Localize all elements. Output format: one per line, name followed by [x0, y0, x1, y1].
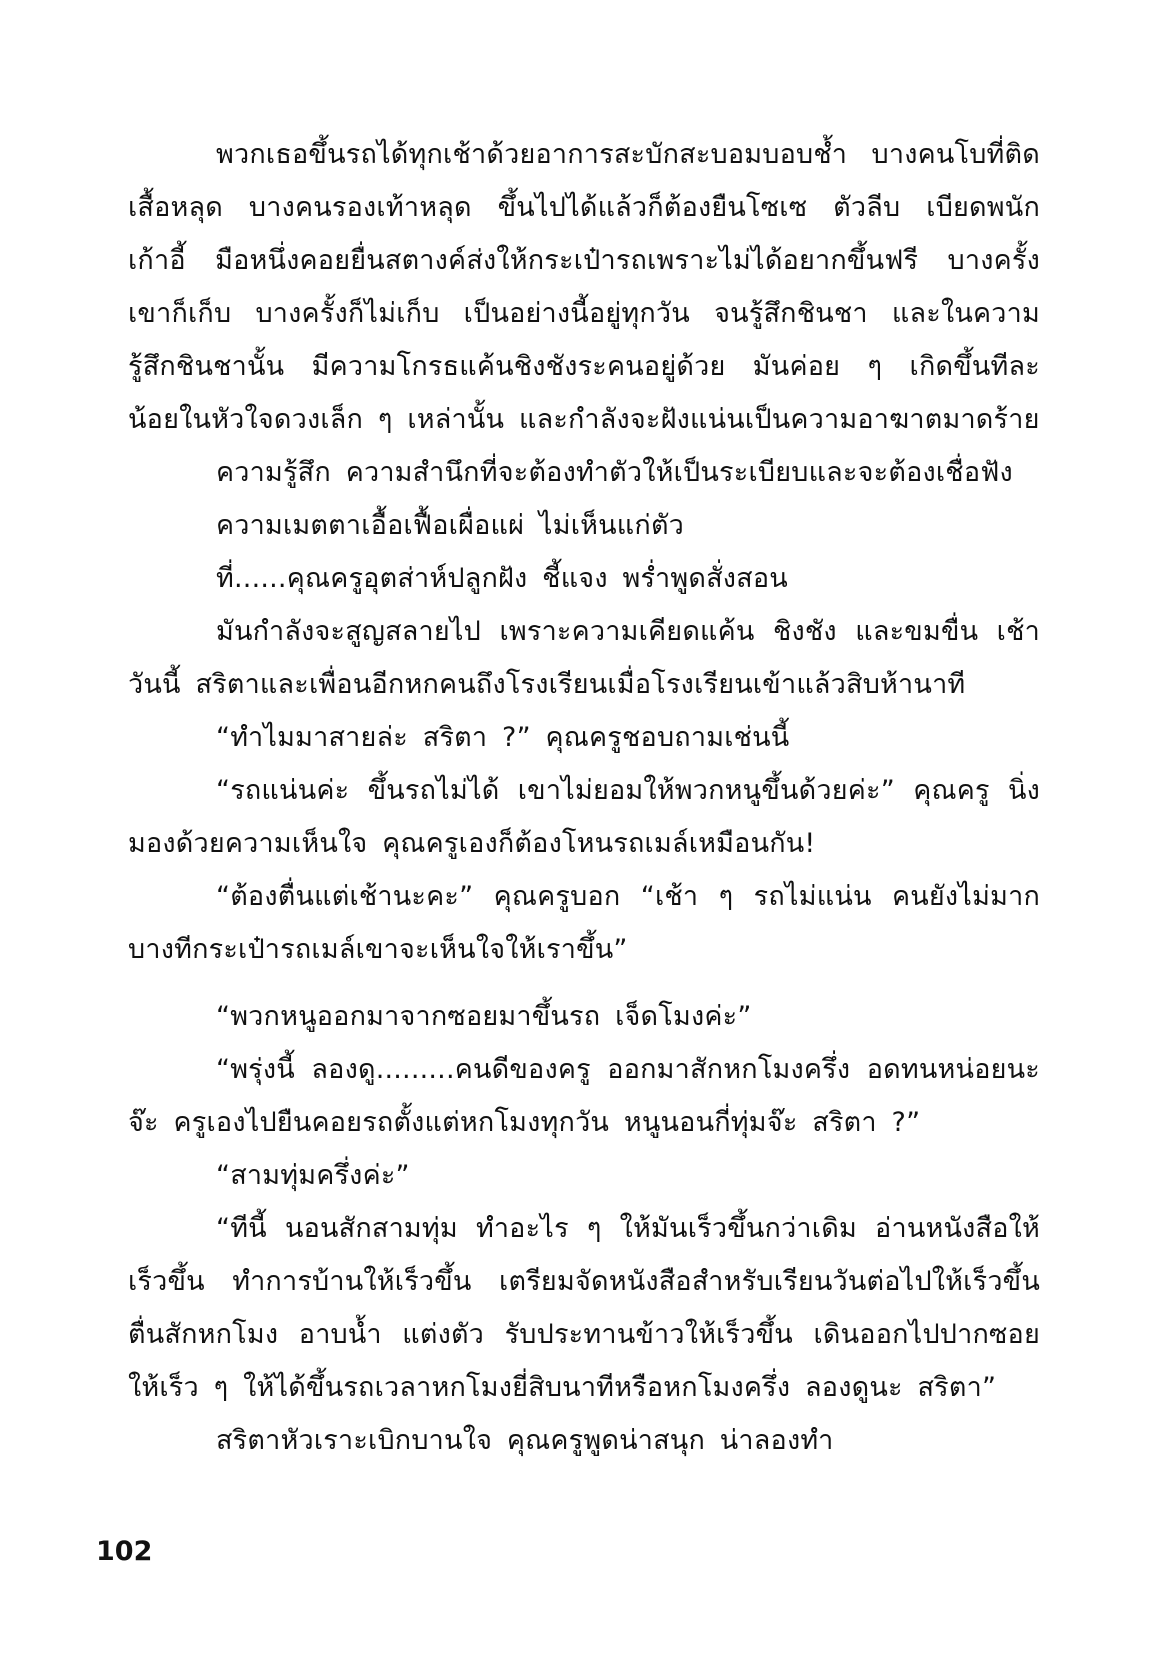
dialogue-line: “พวกหนูออกมาจากซอยมาขึ้นรถ เจ็ดโมงค่ะ” — [216, 1001, 752, 1032]
paragraph: พวกเธอขึ้นรถได้ทุกเช้าด้วยอาการสะบักสะบอมบอบช้ำ บางคนโบที่ติดเสื้อหลุด บางคนรองเท้าหลุด ขึ้นไปได้แล้วก็ต้องยืนโซเซ ตัวลีบ เบียดพนักเก้าอี้ มือหนึ่งคอยยื่นสตางค์ส่งให้กระเป๋ารถเพราะไม่ได้อยากขึ้นฟรี บางครั้งเขาก็เก็บ บางครั้งก็ไม่เก็บ เป็นอย่างนี้อยู่ทุกวัน จนรู้สึกชินชา และในความรู้สึกชินชานั้น มีความโกรธแค้นชิงชังระคนอยู่ด้วย มันค่อย ๆ เกิดขึ้นทีละน้อยในหัวใจดวงเล็ก ๆ เหล่านั้น และกำลังจะฝังแน่นเป็นความอาฆาตมาดร้าย — [128, 139, 1040, 435]
paragraph: ความเมตตาเอื้อเฟื้อเผื่อแผ่ ไม่เห็นแก่ตัว — [216, 510, 685, 541]
dialogue-line: “ทำไมมาสายล่ะ สริตา ?” คุณครูชอบถามเช่นนี้ — [216, 722, 790, 753]
dialogue-line: “ต้องตื่นแต่เช้านะคะ” คุณครูบอก “เช้า ๆ รถไม่แน่น คนยังไม่มาก บางทีกระเป๋ารถเมล์เขาจะเห็นใจให้เราขึ้น” — [128, 881, 1040, 965]
paragraph: สริตาหัวเราะเบิกบานใจ คุณครูพูดน่าสนุก น่าลองทำ — [216, 1425, 834, 1456]
dialogue-line: “สามทุ่มครึ่งค่ะ” — [216, 1160, 410, 1191]
dialogue-line: “รถแน่นค่ะ ขึ้นรถไม่ได้ เขาไม่ยอมให้พวกหนูขึ้นด้วยค่ะ” คุณครู นิ่ง มองด้วยความเห็นใจ คุณครูเองก็ต้องโหนรถเมล์เหมือนกัน! — [128, 775, 1040, 859]
paragraph: ความรู้สึก ความสำนึกที่จะต้องทำตัวให้เป็นระเบียบและจะต้องเชื่อฟัง — [216, 457, 1013, 488]
page-number: 102 — [96, 1536, 153, 1567]
dialogue-line: “พรุ่งนี้ ลองดู.........คนดีของครู ออกมาสักหกโมงครึ่ง อดทนหน่อยนะจ๊ะ ครูเองไปยืนคอยรถตั้งแต่หกโมงทุกวัน หนูนอนกี่ทุ่มจ๊ะ สริตา ?” — [128, 1054, 1040, 1138]
dialogue-line: “ทีนี้ นอนสักสามทุ่ม ทำอะไร ๆ ให้มันเร็วขึ้นกว่าเดิม อ่านหนังสือให้เร็วขึ้น ทำการบ้านให้เร็วขึ้น เตรียมจัดหนังสือสำหรับเรียนวันต่อไปให้เร็วขึ้น ตื่นสักหกโมง อาบน้ำ แต่งตัว รับประทานข้าวให้เร็วขึ้น เดินออกไปปากซอยให้เร็ว ๆ ให้ได้ขึ้นรถเวลาหกโมงยี่สิบนาทีหรือหกโมงครึ่ง ลองดูนะ สริตา” — [128, 1213, 1040, 1403]
body-text — [128, 128, 1040, 1467]
paragraph: มันกำลังจะสูญสลายไป เพราะความเคียดแค้น ชิงชัง และขมขื่น เช้าวันนี้ สริตาและเพื่อนอีกหกคนถึงโรงเรียนเมื่อโรงเรียนเข้าแล้วสิบห้านาที — [128, 616, 1040, 700]
paragraph: ที่......คุณครูอุตส่าห์ปลูกฝัง ชี้แจง พร่ำพูดสั่งสอน — [216, 563, 788, 594]
